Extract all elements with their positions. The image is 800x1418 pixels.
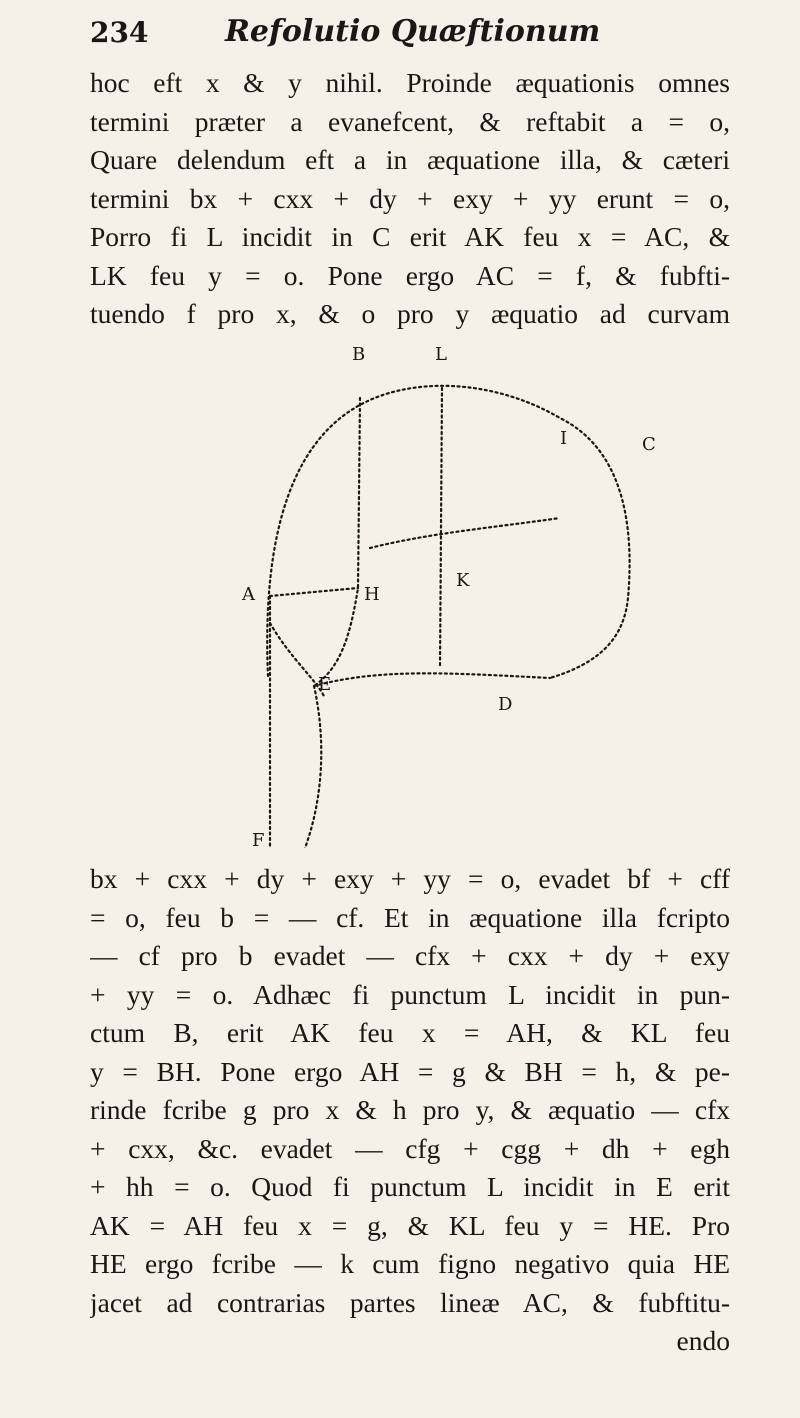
geometric-figure — [230, 338, 670, 848]
text-line: + hh = o. Quod fi punctum L incidit in E erit — [90, 1171, 730, 1202]
label-k: K — [456, 570, 470, 591]
branch-a-lower — [270, 623, 325, 698]
text-line: AK = AH feu x = g, & KL feu y = HE. Pro — [90, 1209, 730, 1241]
text-line: — cf pro b evadet — cfx + cxx + dy + exy — [90, 940, 730, 971]
line-a-h — [270, 588, 358, 596]
text-line: + yy = o. Adhæc fi punctum L incidit in pun- — [90, 978, 730, 1010]
label-b: B — [352, 344, 366, 365]
label-d: D — [498, 694, 513, 715]
line-i-c — [370, 518, 560, 548]
text-line: termini præter a evanefcent, & reftabit a = o, — [90, 105, 730, 137]
text-line: + cxx, &c. evadet — cfg + cgg + dh + egh — [90, 1132, 730, 1164]
curve-diagram — [230, 338, 670, 848]
text-line: = o, feu b = — cf. Et in æquatione illa fcripto — [90, 901, 730, 933]
text-line: tuendo f pro x, & o pro y æquatio ad curvam — [90, 298, 730, 329]
text-line: bx + cxx + dy + exy + yy = o, evadet bf + cff — [90, 863, 730, 894]
label-i: I — [560, 428, 568, 449]
paragraph-top — [90, 64, 730, 334]
page-number: 234 — [90, 16, 149, 49]
text-line: Quare delendum eft a in æquatione illa, & cæteri — [90, 144, 730, 175]
curve-e-f — [280, 686, 321, 848]
curve-arc-upper — [267, 386, 629, 678]
label-f: F — [252, 830, 265, 848]
label-h: H — [364, 584, 380, 605]
label-l: L — [435, 344, 447, 365]
label-c: C — [642, 434, 656, 455]
text-line: y = BH. Pone ergo AH = g & BH = h, & pe- — [90, 1055, 730, 1087]
text-line: HE ergo fcribe — k cum figno negativo quia HE — [90, 1248, 730, 1279]
text-line: termini bx + cxx + dy + exy + yy erunt = o, — [90, 182, 730, 214]
catchword: endo — [676, 1325, 730, 1356]
line-h-e — [314, 398, 360, 686]
text-line: Porro fi L incidit in C erit AK feu x = AC, & — [90, 221, 730, 252]
line-e-d — [314, 673, 550, 686]
paragraph-bottom — [90, 860, 730, 1361]
text-line: LK feu y = o. Pone ergo AC = f, & fubfti- — [90, 259, 730, 291]
text-line: ctum B, erit AK feu x = AH, & KL feu — [90, 1017, 730, 1048]
line-l-d — [440, 388, 442, 668]
page-header — [90, 10, 730, 60]
text-line: hoc eft x & y nihil. Proinde æquationis omnes — [90, 67, 730, 98]
running-title: Refolutio Quæftionum — [225, 14, 601, 49]
text-line: jacet ad contrarias partes lineæ AC, & fubftitu- — [90, 1286, 730, 1318]
label-a: A — [242, 584, 255, 605]
text-line: rinde fcribe g pro x & h pro y, & æquatio — cfx — [90, 1094, 730, 1125]
label-e: E — [318, 674, 332, 695]
